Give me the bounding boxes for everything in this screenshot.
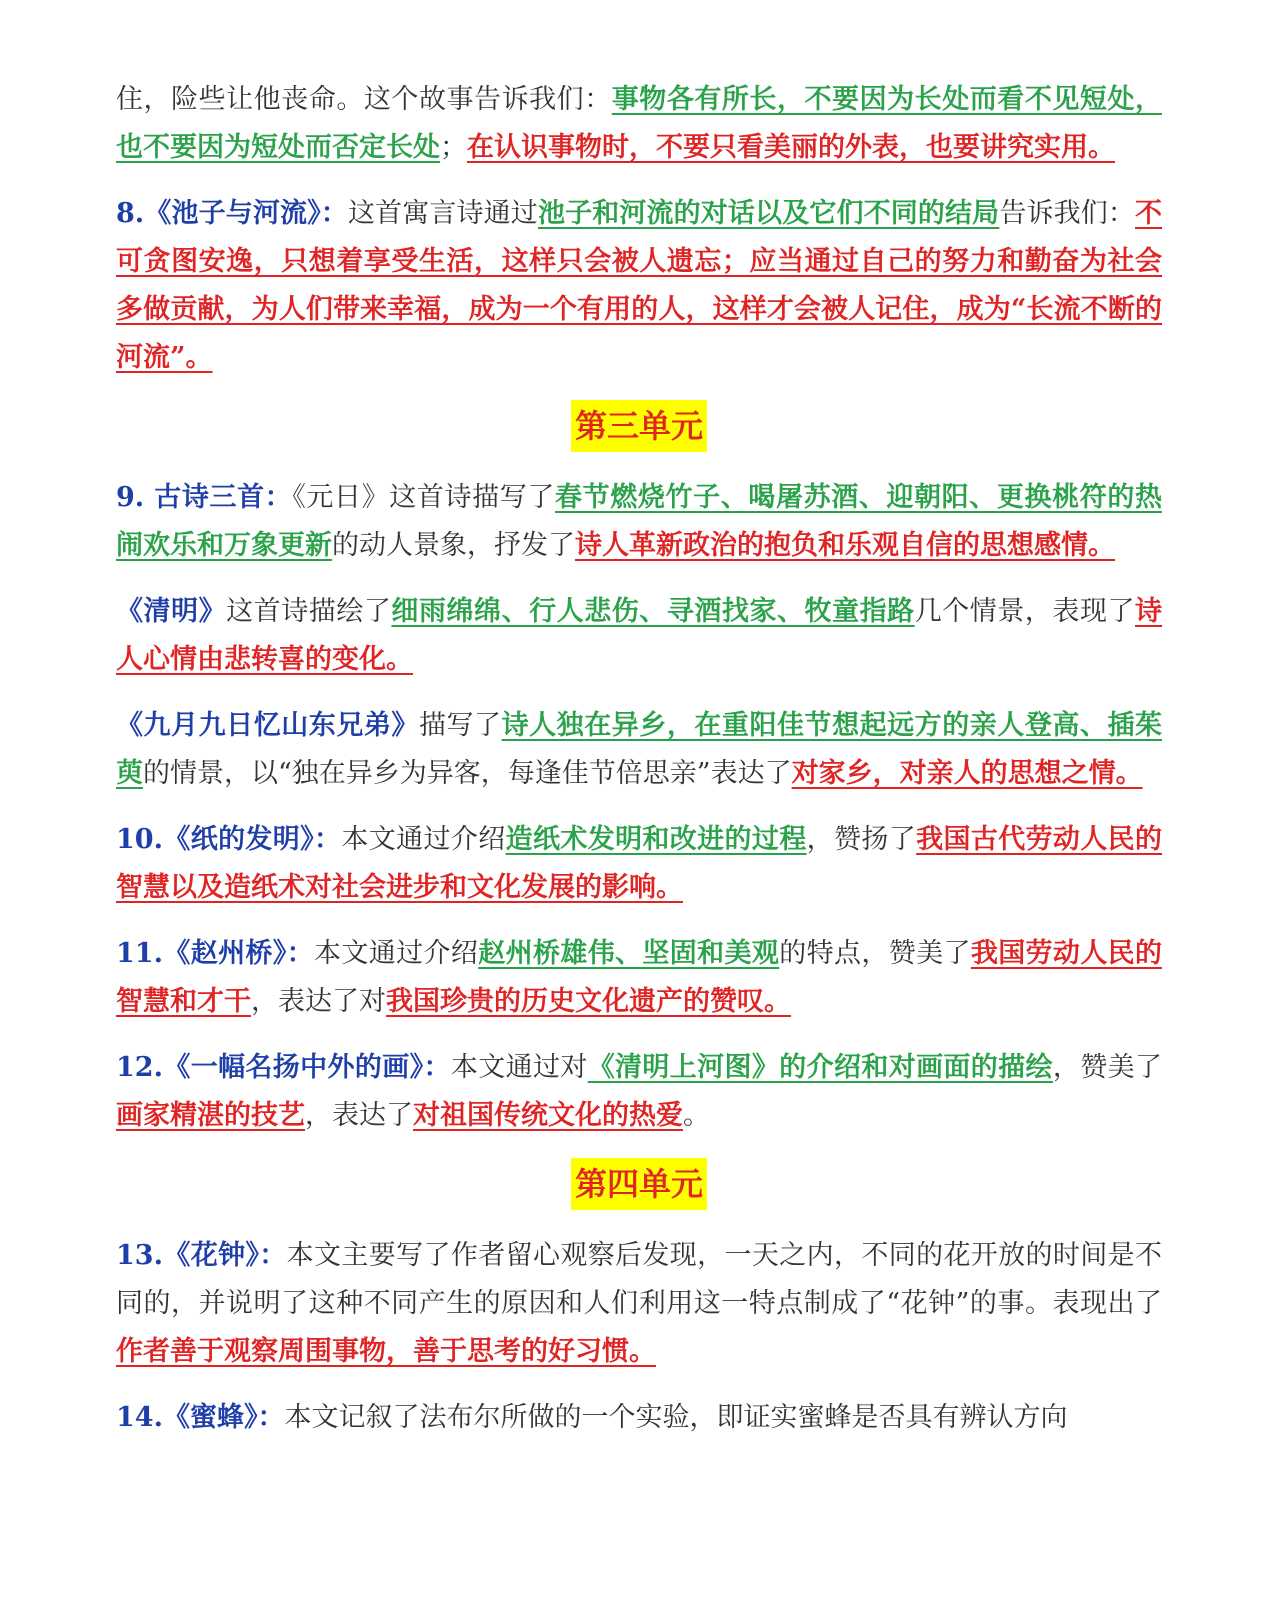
body-text: 本文记叙了法布尔所做的一个实验，即证实蜜蜂是否具有辨认方向 [284,1402,1068,1433]
lesson-label: 《九月九日忆山东兄弟》 [116,710,419,741]
study-note-paragraph [116,816,1162,912]
study-note-paragraph [116,76,1162,172]
body-text: 本文通过对 [450,1052,588,1083]
body-text: ，表达了 [305,1100,413,1131]
body-text: 本文通过介绍 [341,824,506,855]
study-note-paragraph [116,1044,1162,1140]
body-text: ，赞美了 [1052,1052,1163,1083]
study-note-paragraph [116,474,1162,570]
key-theme-red: 诗人心情由悲转喜的变化。 [116,596,1163,675]
body-text: 告诉我们： [999,198,1136,229]
study-note-paragraph [116,588,1162,684]
body-text: ，赞扬了 [806,824,917,855]
lesson-label: 8.《池子与河流》： [116,198,348,229]
key-content-green: 诗人独在异乡，在重阳佳节想起远方的亲人登高、插茱萸 [116,710,1163,789]
unit-heading [116,400,1162,452]
study-note-paragraph [116,1394,1162,1442]
study-note-paragraph [116,930,1162,1026]
body-text: ，表达了对 [251,986,386,1017]
body-text: 这首诗描绘了 [226,596,392,627]
lesson-label: 11.《赵州桥》： [116,938,315,969]
key-theme-red: 不可贪图安逸，只想着享受生活，这样只会被人遗忘；应当通过自己的努力和勤奋为社会多做贡献，为人们带来幸福，成为一个有用的人，这样才会被人记住，成为“长流不断的河流”。 [116,198,1163,373]
key-theme-red: 诗人革新政治的抱负和乐观自信的思想感情。 [575,530,1115,561]
body-text: 住，险些让他丧命。这个故事告诉我们： [116,84,612,115]
body-text: 的特点，赞美了 [779,938,971,969]
key-content-green: 池子和河流的对话以及它们不同的结局 [537,198,1000,229]
key-content-green: 细雨绵绵、行人悲伤、寻酒找家、牧童指路 [391,596,915,627]
key-content-green: 春节燃烧竹子、喝屠苏酒、迎朝阳、更换桃符的热闹欢乐和万象更新 [116,482,1163,561]
key-theme-red: 在认识事物时，不要只看美丽的外表，也要讲究实用。 [467,132,1115,163]
study-note-paragraph [116,702,1162,798]
lesson-label: 14.《蜜蜂》： [116,1402,285,1433]
lesson-label: 《清明》 [116,596,227,627]
body-text: 这首寓言诗通过 [347,198,538,229]
key-theme-red: 我国劳动人民的智慧和才干 [116,938,1163,1017]
unit-heading [116,1158,1162,1210]
body-text: 描写了 [418,710,502,741]
document-page [116,76,1162,1460]
key-content-green: 《清明上河图》的介绍和对画面的描绘 [587,1052,1053,1083]
lesson-label: 13.《花钟》： [116,1240,287,1271]
body-text: 。 [683,1100,710,1131]
body-text: 的动人景象，抒发了 [332,530,575,561]
unit-title: 第三单元 [571,400,707,452]
key-content-green: 事物各有所长，不要因为长处而看不见短处，也不要因为短处而否定长处 [116,84,1163,163]
study-note-paragraph [116,1232,1162,1376]
body-text: 本文主要写了作者留心观察后发现，一天之内，不同的花开放的时间是不同的，并说明了这种不同产生的原因和人们利用这一特点制成了“花钟”的事。表现出了 [116,1240,1162,1319]
lesson-label: 9. 古诗三首： [116,482,293,513]
body-text: 的情景，以“独在异乡为异客，每逢佳节倍思亲”表达了 [143,758,792,789]
body-text: ； [440,132,467,163]
key-theme-red: 作者善于观察周围事物，善于思考的好习惯。 [116,1336,656,1367]
key-content-green: 赵州桥雄伟、坚固和美观 [478,938,780,969]
lesson-label: 12.《一幅名扬中外的画》： [116,1052,451,1083]
key-content-green: 造纸术发明和改进的过程 [505,824,807,855]
key-theme-red: 对祖国传统文化的热爱 [413,1100,683,1131]
lesson-label: 10.《纸的发明》： [116,824,342,855]
body-text: 几个情景，表现了 [914,596,1136,627]
key-theme-red: 我国古代劳动人民的智慧以及造纸术对社会进步和文化发展的影响。 [116,824,1163,903]
body-text: 《元日》这首诗描写了 [292,482,556,513]
body-text: 本文通过介绍 [314,938,479,969]
unit-title: 第四单元 [571,1158,707,1210]
key-theme-red: 对家乡，对亲人的思想之情。 [791,758,1143,789]
key-theme-red: 画家精湛的技艺 [116,1100,305,1131]
study-note-paragraph [116,190,1162,382]
key-theme-red: 我国珍贵的历史文化遗产的赞叹。 [386,986,791,1017]
